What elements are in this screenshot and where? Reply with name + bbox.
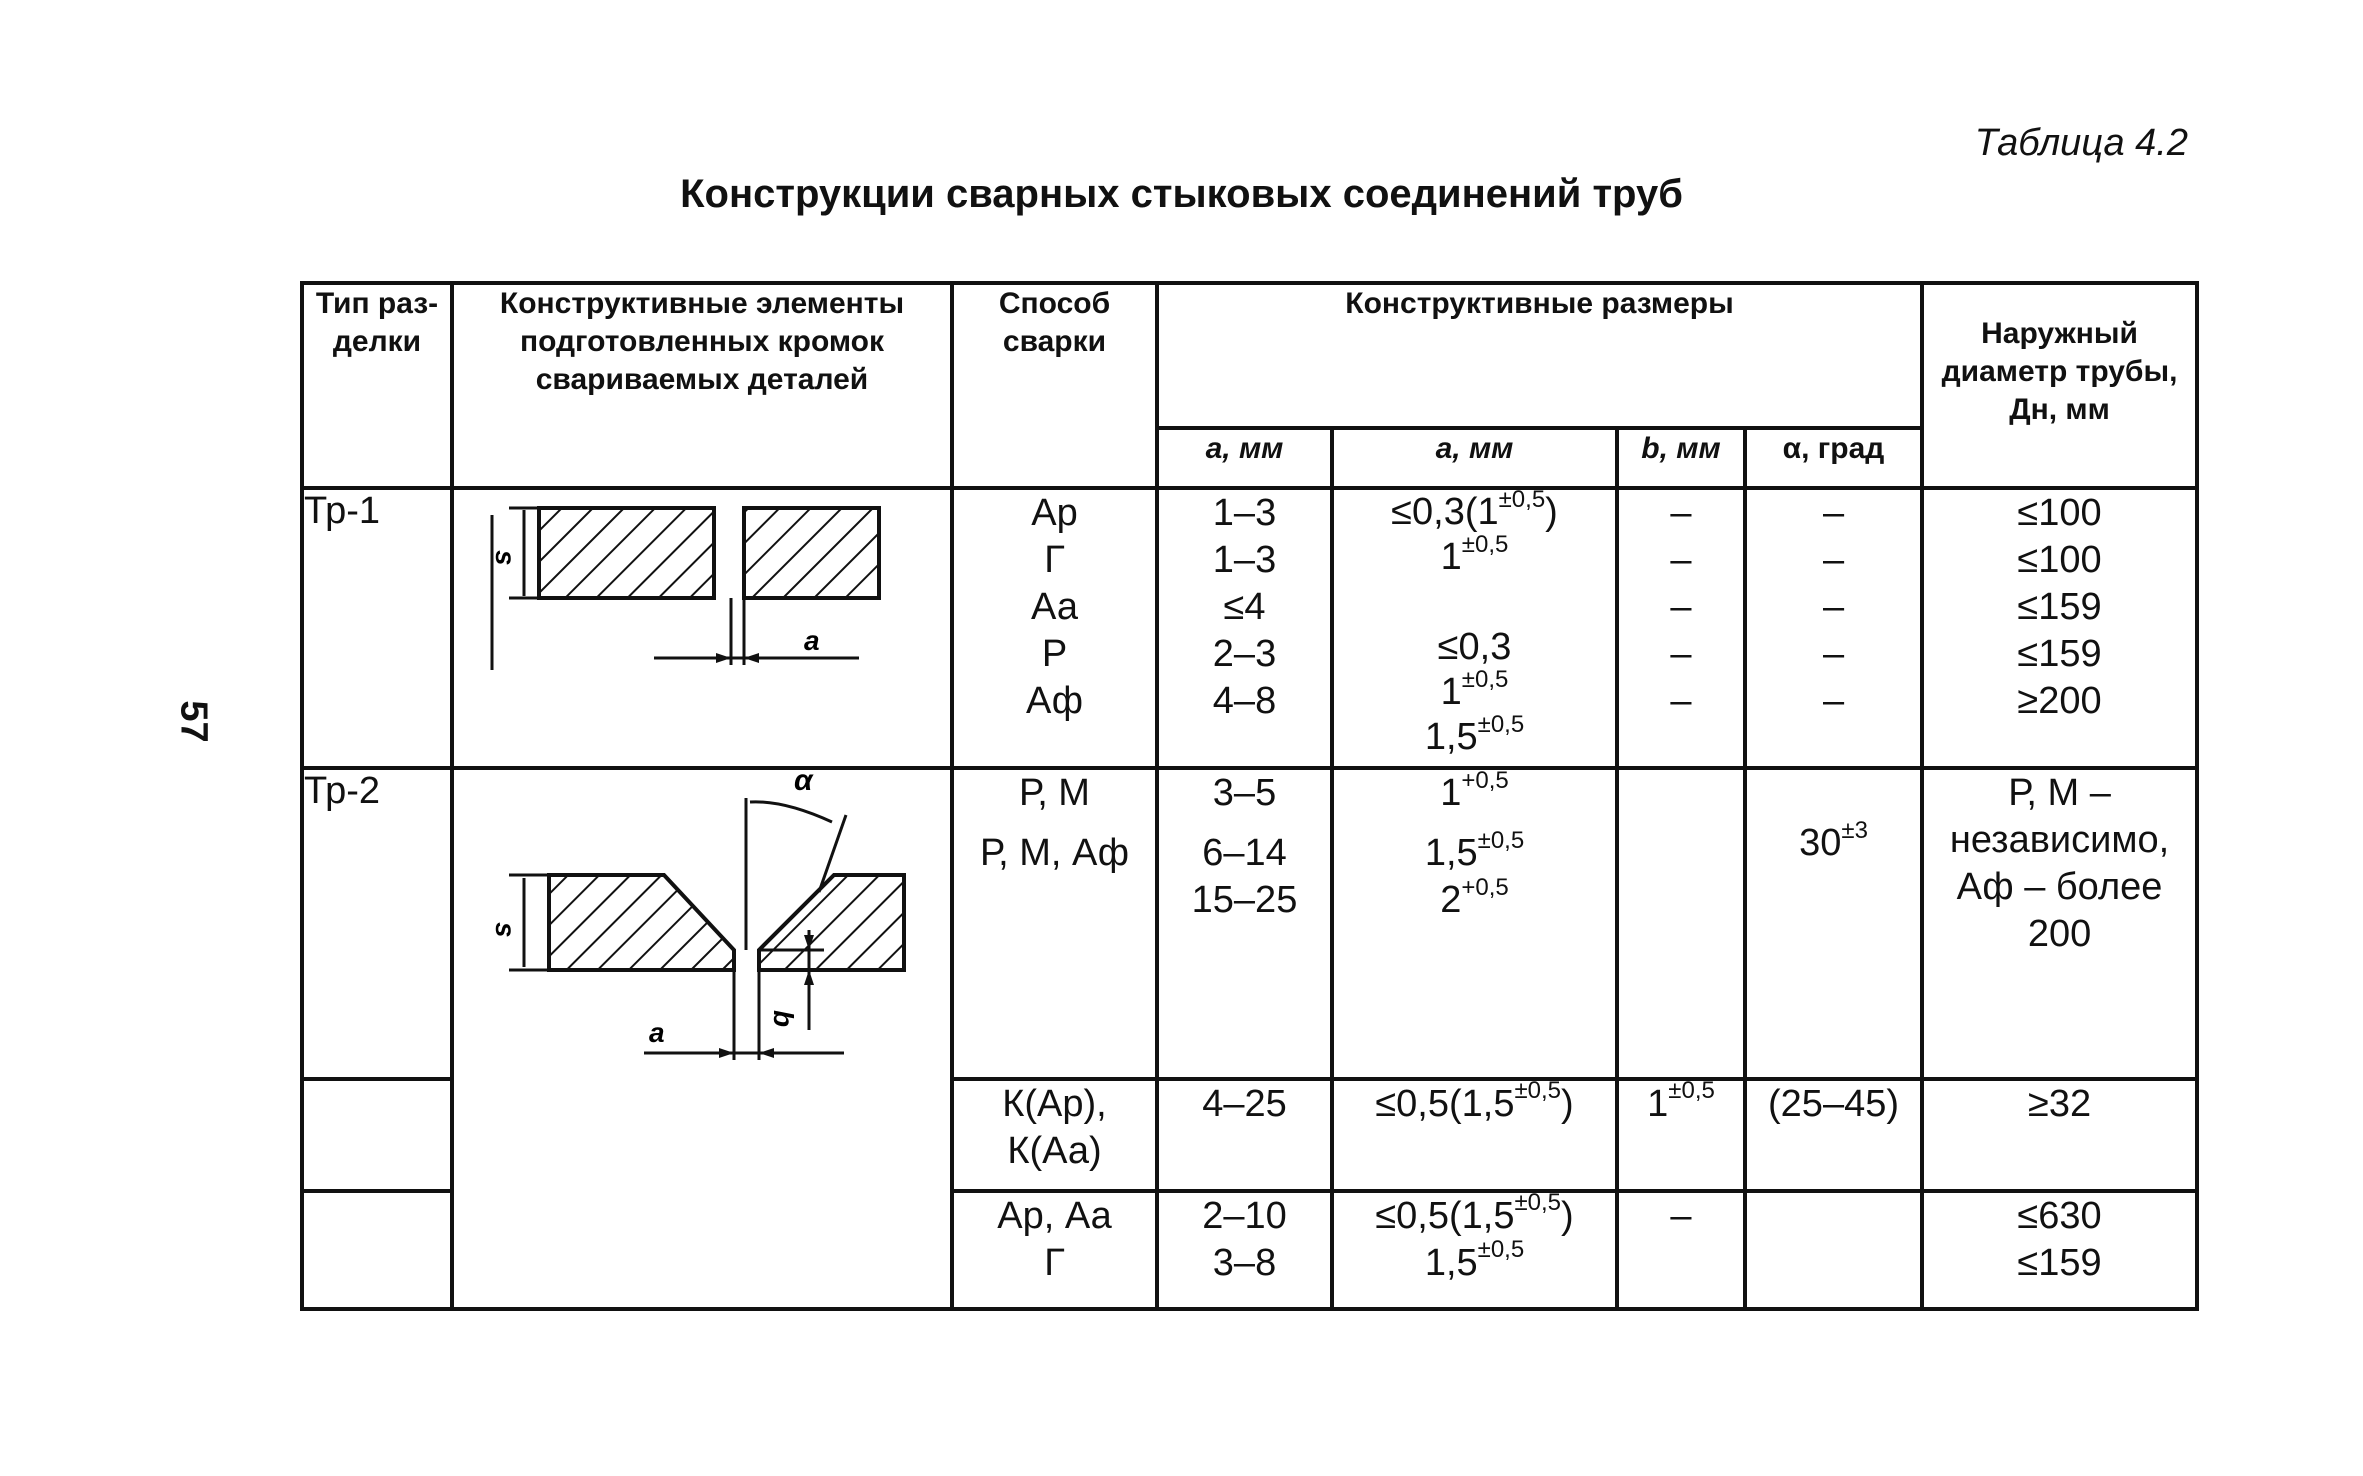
gap-cell: $\le 0,3(1^{\pm 0,5})$ $1^{\pm 0,5}$ ≤0,3 $1^{\pm 0,5}$ $1,5^{\pm 0,5}$ (1332, 488, 1617, 768)
a-range-cell: 4–25 (1157, 1079, 1332, 1191)
tr2-joint-drawing (454, 770, 954, 1070)
tr1-joint-drawing (454, 490, 954, 762)
label-a: a (649, 1017, 665, 1049)
header-type: Тип раз- делки (302, 283, 452, 488)
table-title: Конструкции сварных стыковых соединений труб (680, 172, 1683, 216)
label-alpha: α (794, 770, 813, 798)
header-alpha: α, град (1745, 428, 1922, 488)
type-cell (302, 1191, 452, 1309)
method-cell: К(Ар), К(Аа) (952, 1079, 1157, 1191)
gap-cell: $\le 0,5(1,5^{\pm 0,5})$ $1,5^{\pm 0,5}$ (1332, 1191, 1617, 1309)
right-plate (744, 508, 879, 598)
left-plate (549, 875, 734, 970)
method-cell: Ар, Аа Г (952, 1191, 1157, 1309)
gap-cell: $\le 0,5(1,5^{\pm 0,5})$ (1332, 1079, 1617, 1191)
a-range-cell: 2–10 3–8 (1157, 1191, 1332, 1309)
page-number: 57 (172, 700, 215, 743)
weld-joints-table (300, 281, 2199, 1311)
a-range-cell: 1–3 1–3 ≤4 2–3 4–8 (1157, 488, 1332, 768)
method-cell: Р, М Р, М, Аф (952, 768, 1157, 1078)
type-cell (302, 1079, 452, 1191)
method-cell: Ар Г Аа Р Аф (952, 488, 1157, 768)
label-a: a (804, 625, 820, 657)
diameter-cell: ≤100 ≤100 ≤159 ≤159 ≥200 (1922, 488, 2197, 768)
drawing-tr2 (452, 768, 952, 1309)
label-b: b (768, 1010, 799, 1028)
header-b: b, мм (1617, 428, 1745, 488)
label-s: s (490, 550, 521, 566)
header-a-range: a, мм (1157, 428, 1332, 488)
gap-cell: $1^{+0,5}$ $1,5^{\pm 0,5}$ $2^{+0,5}$ (1332, 768, 1617, 1078)
label-s: s (490, 922, 521, 939)
header-dims: Конструктивные размеры (1157, 283, 1922, 428)
a-range-cell: 3–5 6–14 15–25 (1157, 768, 1332, 1078)
diameter-cell: Р, М – независимо, Аф – более 200 (1922, 768, 2197, 1078)
alpha-cell: – – – – – (1745, 488, 1922, 768)
header-elements: Конструктивные элементы подготовленных кромок свариваемых деталей (452, 283, 952, 488)
b-cell: $1^{\pm 0,5}$ (1617, 1079, 1745, 1191)
b-cell: – – – – – (1617, 488, 1745, 768)
table-row (302, 768, 2197, 1078)
header-gap: a, мм (1332, 428, 1617, 488)
type-cell: Тр-1 (302, 488, 452, 768)
left-plate (539, 508, 714, 598)
header-method: Способ сварки (952, 283, 1157, 488)
b-cell: – (1617, 1191, 1745, 1309)
diameter-cell: ≥32 (1922, 1079, 2197, 1191)
table-row (302, 488, 2197, 768)
table-number: Таблица 4.2 (1974, 122, 2188, 164)
alpha-cell: (25–45) (1745, 1079, 1922, 1191)
right-plate (759, 875, 904, 970)
header-diameter: Наружный диаметр трубы, Дн, мм (1922, 283, 2197, 488)
diameter-cell: ≤630 ≤159 (1922, 1191, 2197, 1309)
b-cell (1617, 768, 1745, 1078)
alpha-cell (1745, 1191, 1922, 1309)
type-cell: Тр-2 (302, 768, 452, 1078)
drawing-tr1 (452, 488, 952, 768)
header-row (302, 283, 2197, 428)
alpha-cell: $30^{\pm 3}$ (1745, 768, 1922, 1078)
